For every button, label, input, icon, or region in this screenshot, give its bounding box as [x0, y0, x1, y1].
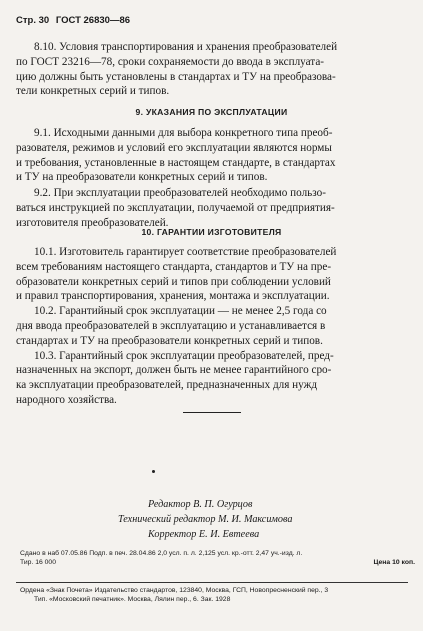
tech-editor-credit: Технический редактор М. И. Максимова	[118, 514, 293, 525]
section-9-heading: 9. УКАЗАНИЯ ПО ЭКСПЛУАТАЦИИ	[135, 107, 288, 117]
page-header	[16, 15, 134, 26]
paragraph-10	[16, 245, 408, 408]
print-dot	[152, 470, 155, 473]
end-divider	[183, 412, 241, 413]
imprint-block	[20, 549, 415, 567]
print-run: Тир. 16 000	[20, 559, 56, 566]
text-line: и правил транспортирования, хранения, монтажа и эксплуатации.	[16, 290, 330, 303]
text-line: 10.1. Изготовитель гарантирует соответствие преобразователей	[34, 246, 337, 258]
text-line: всем требованиям настоящего стандарта, стандартов и ТУ на пре-	[16, 260, 332, 273]
credits-block	[0, 497, 423, 542]
paragraph-8-10	[16, 40, 408, 99]
imprint-run-line	[20, 558, 415, 567]
imprint-separator	[16, 582, 408, 583]
text-line: и требования, установленные в настоящем стандарте, в стандартах	[16, 156, 336, 169]
text-line: 9.2. При эксплуатации преобразователей необходимо пользо-	[34, 187, 326, 199]
text-line: дня ввода преобразователей в эксплуатацию и устанавливается в	[16, 319, 326, 332]
printer-info: Тип. «Московский печатник». Москва, Лялин пер., 6. Зак. 1928	[34, 596, 231, 603]
standard-code: ГОСТ 26830—86	[55, 15, 131, 26]
publisher-info: Ордена «Знак Почета» Издательство стандартов, 123840, Москва, ГСП, Новопресненский пер., 3	[20, 587, 329, 594]
text-line: ка эксплуатации преобразователей, предназначенных для нужд	[16, 379, 318, 392]
text-line: цию должны быть установлены в стандартах и ТУ на преобразова-	[16, 70, 336, 83]
paragraph-9-1	[16, 126, 408, 185]
text-line: по ГОСТ 23216—78, сроки сохраняемости до ввода в эксплуата-	[16, 55, 325, 68]
text-line: назначенных на экспорт, должен быть не менее гарантийного сро-	[16, 364, 332, 377]
text-line: народного хозяйства.	[16, 393, 117, 406]
price: Цена 10 коп.	[373, 559, 415, 566]
text-line: изготовителя преобразователей.	[16, 216, 169, 229]
section-10-heading: 10. ГАРАНТИИ ИЗГОТОВИТЕЛЯ	[141, 227, 282, 237]
text-line: стандартах и ТУ на преобразователи конкретных серий и типов.	[16, 334, 323, 347]
text-line: 10.3. Гарантийный срок эксплуатации преобразователей, пред-	[34, 349, 334, 362]
text-line: ваться инструкцией по эксплуатации, получаемой от предприятия-	[16, 201, 335, 214]
text-line: тели конкретных серий и типов.	[16, 85, 170, 98]
text-line: 8.10. Условия транспортирования и хранения преобразователей	[34, 41, 338, 53]
paragraph-9-2	[16, 186, 408, 230]
text-line: образователи конкретных серий и типов при соблюдении условий	[16, 275, 331, 288]
text-line: 9.1. Исходными данными для выбора конкретного типа преоб-	[34, 127, 333, 139]
text-line: разователя, режимов и условий его эксплуатации являются нормы	[16, 141, 332, 154]
text-line: и ТУ на преобразователи конкретных серий и типов.	[16, 171, 268, 184]
editor-credit: Редактор В. П. Огурцов	[148, 499, 253, 510]
publisher-block	[20, 586, 415, 604]
text-line: 10.2. Гарантийный срок эксплуатации — не менее 2,5 года со	[34, 305, 327, 318]
page-number: Стр. 30	[16, 15, 50, 26]
proofreader-credit: Корректор Е. И. Евтеева	[148, 529, 260, 540]
imprint-print-info: Сдано в наб 07.05.86 Подп. в печ. 28.04.86 2,0 усл. п. л. 2,125 усл. кр.-отт. 2,47 уч.-изд. л.	[20, 550, 303, 557]
